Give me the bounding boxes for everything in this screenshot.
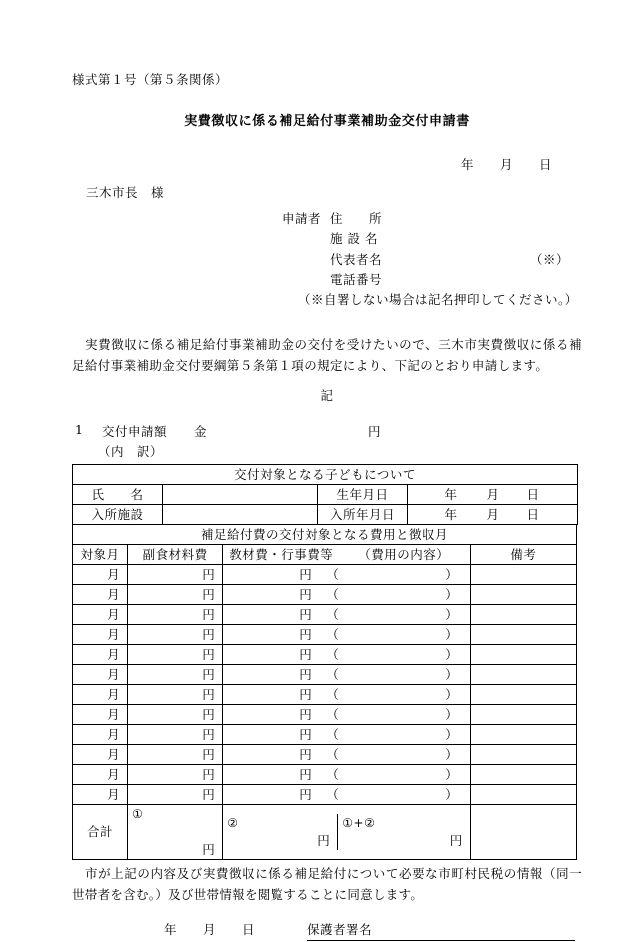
child-birthdate-label: 生年月日 — [318, 485, 408, 505]
cost-row-food-amount[interactable]: 円 — [128, 605, 223, 625]
cost-row-paren-left: （ — [326, 747, 340, 763]
cost-row-note[interactable] — [470, 585, 576, 605]
cost-row-material-amount[interactable] — [223, 765, 470, 785]
cost-row-note[interactable] — [470, 605, 576, 625]
cost-row-note[interactable] — [470, 665, 576, 685]
table-row — [73, 645, 577, 665]
child-table-section-header-row — [73, 465, 578, 485]
cost-row-material-amount[interactable] — [223, 705, 470, 725]
child-name-value[interactable] — [163, 485, 318, 505]
cost-row-material-amount[interactable] — [223, 745, 470, 765]
cost-row-paren-right: ） — [445, 707, 459, 723]
child-birthdate-value[interactable] — [408, 485, 578, 505]
cost-row-month[interactable]: 月 — [73, 665, 128, 685]
header-date-year: 年 — [460, 157, 474, 172]
total-mark-material: ② — [227, 816, 239, 831]
cost-row-material-amount[interactable] — [223, 565, 470, 585]
table-row — [73, 585, 577, 605]
applicant-row-phone — [282, 270, 582, 290]
cost-row-material-amount[interactable] — [223, 665, 470, 685]
cost-row-paren-right: ） — [445, 627, 459, 643]
cost-row-paren-left: （ — [326, 727, 340, 743]
breakdown-label: （内 訳） — [98, 444, 164, 460]
cost-row-material-amount[interactable] — [223, 725, 470, 745]
cost-row-month[interactable]: 月 — [73, 725, 128, 745]
table-row — [73, 625, 577, 645]
cost-row-paren-left: （ — [326, 627, 340, 643]
table-row — [73, 665, 577, 685]
table-row — [73, 725, 577, 745]
applicant-row-address — [282, 209, 582, 229]
cost-row-paren-right: ） — [445, 787, 459, 803]
applicant-row-facility — [282, 229, 582, 249]
cost-row-material-unit: 円 — [299, 567, 313, 583]
cost-row-note[interactable] — [470, 645, 576, 665]
cost-row-paren-left: （ — [326, 687, 340, 703]
form-number: 様式第１号（第５条関係） — [72, 72, 229, 87]
cost-row-paren-left: （ — [326, 647, 340, 663]
signature-row — [72, 920, 582, 942]
signature-date-month: 月 — [203, 921, 217, 937]
table-row — [73, 765, 577, 785]
cost-row-month[interactable]: 月 — [73, 685, 128, 705]
column-header-food: 副食材料費 — [128, 545, 223, 565]
grant-amount-row — [72, 422, 582, 440]
table-row — [73, 745, 577, 765]
cost-row-note[interactable] — [470, 685, 576, 705]
table-row — [73, 685, 577, 705]
table-row — [73, 785, 577, 805]
cost-row-paren-right: ） — [445, 767, 459, 783]
child-admission-month: 月 — [486, 507, 500, 523]
cost-row-material-unit: 円 — [299, 607, 313, 623]
cost-row-paren-right: ） — [445, 747, 459, 763]
child-birthdate-month: 月 — [486, 487, 500, 503]
cost-row-food-amount[interactable]: 円 — [128, 725, 223, 745]
child-admission-date-value[interactable] — [408, 505, 578, 525]
cost-row-food-amount[interactable]: 円 — [128, 705, 223, 725]
applicant-block — [72, 209, 582, 310]
document-title: 実費徴収に係る補足給付事業補助金交付申請書 — [184, 114, 470, 129]
cost-row-month[interactable]: 月 — [73, 625, 128, 645]
cost-row-food-amount[interactable]: 円 — [128, 765, 223, 785]
cost-row-month[interactable]: 月 — [73, 765, 128, 785]
table-row — [73, 605, 577, 625]
cost-row-material-unit: 円 — [299, 627, 313, 643]
cost-table-header-row — [73, 545, 577, 565]
cost-row-month[interactable]: 月 — [73, 745, 128, 765]
cost-row-note[interactable] — [470, 565, 576, 585]
cost-row-food-amount[interactable]: 円 — [128, 745, 223, 765]
cost-row-note[interactable] — [470, 765, 576, 785]
cost-row-material-amount[interactable] — [223, 585, 470, 605]
cost-row-paren-right: ） — [445, 687, 459, 703]
cost-row-material-unit: 円 — [299, 667, 313, 683]
table-row — [73, 705, 577, 725]
cost-row-material-unit: 円 — [299, 787, 313, 803]
cost-row-paren-left: （ — [326, 667, 340, 683]
cost-table — [72, 524, 577, 860]
column-header-note: 備考 — [470, 545, 576, 565]
child-info-table — [72, 464, 578, 525]
grant-amount-kin: 金 — [194, 424, 208, 440]
child-admission-day: 日 — [526, 507, 540, 523]
cost-row-material-unit: 円 — [299, 767, 313, 783]
child-admission-year: 年 — [444, 507, 458, 523]
total-unit-food: 円 — [202, 842, 216, 858]
total-unit-material: 円 — [317, 833, 331, 849]
total-unit-sum: 円 — [449, 833, 463, 849]
column-header-material — [223, 545, 470, 565]
document-body — [72, 70, 582, 942]
child-admission-date-label: 入所年月日 — [318, 505, 408, 525]
cost-row-material-unit: 円 — [299, 707, 313, 723]
signature-date-day: 日 — [242, 921, 256, 937]
cost-table-total-row — [73, 805, 577, 860]
cost-row-food-amount[interactable]: 円 — [128, 585, 223, 605]
cost-row-paren-left: （ — [326, 707, 340, 723]
cost-row-paren-left: （ — [326, 767, 340, 783]
cost-row-note[interactable] — [470, 785, 576, 805]
addressee: 三木市長 様 — [86, 185, 165, 200]
grant-amount-index: 1 — [75, 422, 84, 438]
cost-row-material-amount[interactable] — [223, 685, 470, 705]
cost-row-paren-right: ） — [445, 587, 459, 603]
cost-row-material-unit: 円 — [299, 587, 313, 603]
cost-row-note[interactable] — [470, 745, 576, 765]
applicant-label-phone: 電話番号 — [330, 271, 383, 287]
child-table-section-header: 交付対象となる子どもについて — [73, 465, 578, 485]
total-material-amount[interactable] — [223, 814, 338, 850]
child-birthdate-year: 年 — [444, 487, 458, 503]
grant-amount-unit: 円 — [368, 424, 382, 440]
consent-paragraph: 市が上記の内容及び実費徴収に係る補足給付について必要な市町村民税の情報（同一世帯者を含む。）及び世帯情報を閲覧することに同意します。 — [72, 866, 582, 902]
cost-row-material-unit: 円 — [299, 727, 313, 743]
grant-amount-label: 交付申請額 — [102, 424, 168, 440]
column-header-material-sub: （費用の内容） — [358, 547, 450, 563]
cost-row-paren-right: ） — [445, 567, 459, 583]
cost-row-material-unit: 円 — [299, 747, 313, 763]
cost-row-paren-right: ） — [445, 667, 459, 683]
cost-row-paren-left: （ — [326, 787, 340, 803]
total-note[interactable] — [470, 805, 576, 860]
child-birthdate-day: 日 — [526, 487, 540, 503]
table-row — [73, 565, 577, 585]
total-mark-sum: ①+② — [342, 816, 376, 831]
header-date-month: 月 — [499, 157, 513, 172]
applicant-row-representative — [282, 250, 582, 270]
applicant-label-facility: 施 設 名 — [330, 231, 378, 247]
table-row — [73, 505, 578, 525]
guardian-signature-label[interactable]: 保護者署名 — [307, 920, 575, 941]
cost-table-section-header: 補足給付費の交付対象となる費用と徴収月 — [73, 525, 577, 545]
applicant-label-address: 住 所 — [330, 211, 383, 226]
cost-row-paren-left: （ — [326, 587, 340, 603]
cost-row-paren-right: ） — [445, 647, 459, 663]
column-header-material-main: 教材費・行事費等 — [229, 547, 334, 563]
cost-row-month[interactable]: 月 — [73, 645, 128, 665]
cost-row-material-amount[interactable] — [223, 785, 470, 805]
cost-row-month[interactable]: 月 — [73, 565, 128, 585]
signature-date — [164, 920, 255, 938]
cost-row-food-amount[interactable]: 円 — [128, 645, 223, 665]
total-food-amount[interactable] — [128, 805, 223, 860]
total-sum-amount[interactable] — [338, 814, 469, 850]
cost-row-material-unit: 円 — [299, 647, 313, 663]
child-name-label: 氏 名 — [73, 485, 163, 505]
child-facility-label: 入所施設 — [73, 505, 163, 525]
total-mark-food: ① — [132, 807, 144, 822]
applicant-label-representative: 代表者名 — [330, 251, 383, 267]
cost-row-note[interactable] — [470, 725, 576, 745]
applicant-seal-note: （※自署しない場合は記名押印してください。） — [298, 292, 578, 307]
applicant-lead-label: 申請者 — [282, 211, 322, 226]
cost-row-material-amount[interactable] — [223, 605, 470, 625]
child-facility-value[interactable] — [163, 505, 318, 525]
column-header-month: 対象月 — [73, 545, 128, 565]
cost-row-material-unit: 円 — [299, 687, 313, 703]
cost-row-month[interactable]: 月 — [73, 785, 128, 805]
cost-row-month[interactable]: 月 — [73, 605, 128, 625]
cost-row-food-amount[interactable]: 円 — [128, 685, 223, 705]
cost-table-section-header-row — [73, 525, 577, 545]
cost-row-note[interactable] — [470, 705, 576, 725]
header-date-line — [72, 155, 552, 173]
table-row — [73, 485, 578, 505]
applicant-marker-representative: （※） — [530, 251, 570, 267]
header-date-day: 日 — [538, 157, 552, 172]
cost-row-paren-left: （ — [326, 567, 340, 583]
cost-row-month[interactable]: 月 — [73, 705, 128, 725]
cost-row-food-amount[interactable]: 円 — [128, 625, 223, 645]
request-paragraph: 実費徴収に係る補足給付事業補助金の交付を受けたいので、三木市実費徴収に係る補足給付事業補助金交付要綱第５条第１項の規定により、下記のとおり申請します。 — [72, 337, 582, 374]
total-label: 合計 — [73, 805, 128, 860]
total-material-and-sum — [223, 805, 470, 860]
cost-row-note[interactable] — [470, 625, 576, 645]
cost-row-food-amount[interactable]: 円 — [128, 665, 223, 685]
cost-row-food-amount[interactable]: 円 — [128, 565, 223, 585]
cost-row-material-amount[interactable] — [223, 645, 470, 665]
cost-row-month[interactable]: 月 — [73, 585, 128, 605]
cost-row-paren-right: ） — [445, 607, 459, 623]
cost-row-paren-left: （ — [326, 607, 340, 623]
cost-row-paren-right: ） — [445, 727, 459, 743]
cost-row-food-amount[interactable]: 円 — [128, 785, 223, 805]
ki-marker: 記 — [320, 388, 334, 404]
signature-date-year: 年 — [164, 921, 178, 937]
cost-row-material-amount[interactable] — [223, 625, 470, 645]
